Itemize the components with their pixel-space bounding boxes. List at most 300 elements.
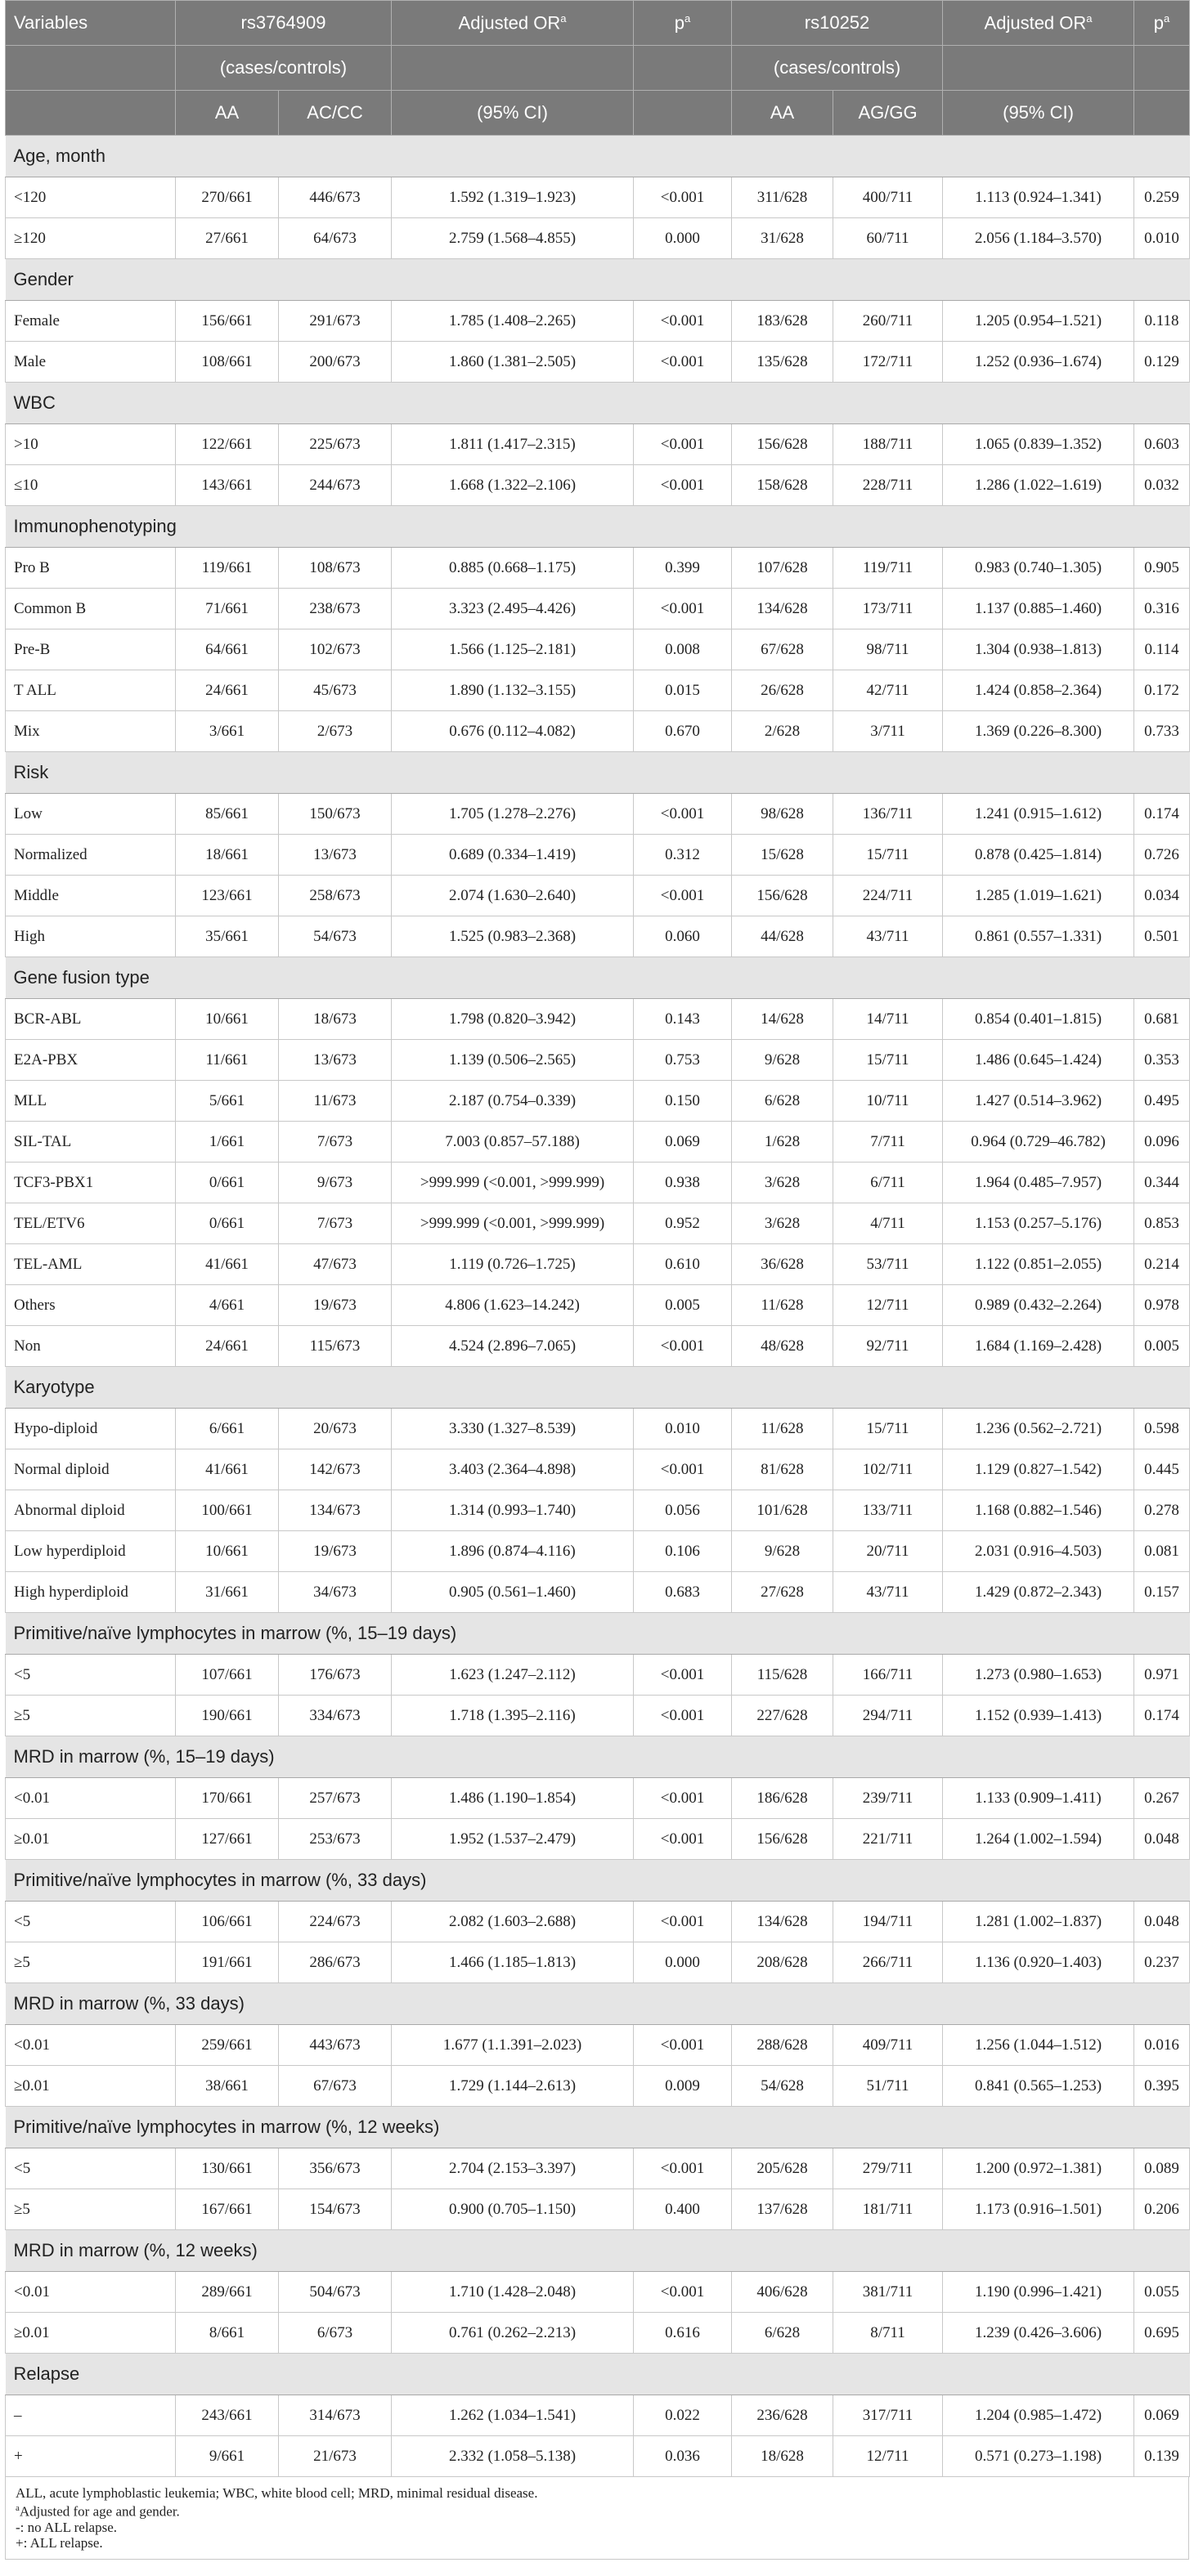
snp1-or-cell: 3.323 (2.495–4.426) (392, 589, 634, 629)
table-row (6, 1081, 1190, 1122)
variable-cell: >10 (6, 424, 176, 465)
section-row (6, 1613, 1190, 1655)
snp2-aa-cell: 98/628 (732, 794, 833, 835)
header-genotype-aa-1: AA (176, 91, 279, 136)
snp1-p-cell: <0.001 (634, 301, 732, 342)
snp2-p-cell: 0.978 (1134, 1285, 1190, 1326)
snp2-p-cell: 0.089 (1134, 2148, 1190, 2189)
footnote-adjusted: $^a$Adjusted for age and gender. (16, 2503, 180, 2520)
snp2-aa-cell: 101/628 (732, 1490, 833, 1531)
snp2-aggg-cell: 136/711 (833, 794, 943, 835)
snp2-p-cell: 0.214 (1134, 1244, 1190, 1285)
snp1-p-cell: 0.952 (634, 1203, 732, 1244)
snp2-or-cell: 0.571 (0.273–1.198) (943, 2436, 1134, 2477)
table-row (6, 629, 1190, 670)
snp1-or-cell: 1.486 (1.190–1.854) (392, 1778, 634, 1819)
snp2-or-cell: 1.486 (0.645–1.424) (943, 1040, 1134, 1081)
snp1-p-cell: <0.001 (634, 1819, 732, 1860)
snp1-p-cell: 0.616 (634, 2313, 732, 2354)
snp2-p-cell: 0.278 (1134, 1490, 1190, 1531)
table-footnotes (5, 2477, 1189, 2560)
table-row (6, 2148, 1190, 2189)
section-row (6, 383, 1190, 424)
snp1-accc-cell: 18/673 (279, 999, 392, 1040)
snp1-aa-cell: 4/661 (176, 1285, 279, 1326)
snp2-aa-cell: 81/628 (732, 1449, 833, 1490)
snp1-p-cell: 0.399 (634, 548, 732, 589)
snp1-or-cell: 2.074 (1.630–2.640) (392, 876, 634, 916)
snp1-or-cell: 0.689 (0.334–1.419) (392, 835, 634, 876)
variable-cell: Abnormal diploid (6, 1490, 176, 1531)
variable-cell: <0.01 (6, 2272, 176, 2313)
snp2-aggg-cell: 400/711 (833, 177, 943, 218)
header-variables: Variables (6, 1, 176, 46)
snp2-or-cell: 1.168 (0.882–1.546) (943, 1490, 1134, 1531)
snp2-aggg-cell: 14/711 (833, 999, 943, 1040)
header-or1: Adjusted $OR^a$ (392, 1, 634, 46)
snp1-or-cell: 1.592 (1.319–1.923) (392, 177, 634, 218)
snp1-or-cell: 1.566 (1.125–2.181) (392, 629, 634, 670)
snp2-aggg-cell: 119/711 (833, 548, 943, 589)
variable-cell: Normalized (6, 835, 176, 876)
header-p1: $p^a$ (634, 1, 732, 46)
snp2-aa-cell: 44/628 (732, 916, 833, 957)
variable-cell: ≥5 (6, 2189, 176, 2230)
snp1-or-cell: >999.999 (<0.001, >999.999) (392, 1163, 634, 1203)
snp1-p-cell: 0.022 (634, 2395, 732, 2436)
snp1-p-cell: 0.683 (634, 1572, 732, 1613)
snp1-aa-cell: 35/661 (176, 916, 279, 957)
snp2-p-cell: 0.048 (1134, 1819, 1190, 1860)
snp1-aa-cell: 243/661 (176, 2395, 279, 2436)
snp1-aa-cell: 270/661 (176, 177, 279, 218)
snp2-p-cell: 0.237 (1134, 1942, 1190, 1983)
snp1-p-cell: 0.009 (634, 2066, 732, 2107)
snp2-p-cell: 0.726 (1134, 835, 1190, 876)
variable-cell: Low (6, 794, 176, 835)
snp2-aa-cell: 134/628 (732, 1902, 833, 1942)
snp2-p-cell: 0.853 (1134, 1203, 1190, 1244)
snp1-or-cell: 0.761 (0.262–2.213) (392, 2313, 634, 2354)
snp2-p-cell: 0.118 (1134, 301, 1190, 342)
snp2-or-cell: 1.136 (0.920–1.403) (943, 1942, 1134, 1983)
section-title: Gender (6, 259, 1190, 301)
section-row (6, 2107, 1190, 2148)
snp2-aggg-cell: 228/711 (833, 465, 943, 506)
snp1-aa-cell: 0/661 (176, 1203, 279, 1244)
table-row (6, 1490, 1190, 1531)
snp1-aa-cell: 143/661 (176, 465, 279, 506)
snp1-p-cell: 0.400 (634, 2189, 732, 2230)
snp2-aggg-cell: 173/711 (833, 589, 943, 629)
snp2-aggg-cell: 15/711 (833, 1040, 943, 1081)
snp1-or-cell: 7.003 (0.857–57.188) (392, 1122, 634, 1163)
variable-cell: <5 (6, 2148, 176, 2189)
snp2-or-cell: 1.285 (1.019–1.621) (943, 876, 1134, 916)
section-row (6, 2230, 1190, 2272)
snp2-or-cell: 1.429 (0.872–2.343) (943, 1572, 1134, 1613)
variable-cell: TEL-AML (6, 1244, 176, 1285)
table-header (6, 1, 1190, 136)
header-genotype-accc: AC/CC (279, 91, 392, 136)
snp2-aa-cell: 107/628 (732, 548, 833, 589)
snp1-or-cell: 4.524 (2.896–7.065) (392, 1326, 634, 1367)
snp2-aa-cell: 288/628 (732, 2025, 833, 2066)
section-title: Age, month (6, 136, 1190, 177)
snp1-or-cell: 0.676 (0.112–4.082) (392, 711, 634, 752)
variable-cell: ≥5 (6, 1696, 176, 1736)
snp1-accc-cell: 286/673 (279, 1942, 392, 1983)
snp2-or-cell: 1.369 (0.226–8.300) (943, 711, 1134, 752)
snp2-aa-cell: 135/628 (732, 342, 833, 383)
snp1-aa-cell: 31/661 (176, 1572, 279, 1613)
variable-cell: ≥120 (6, 218, 176, 259)
snp2-aa-cell: 236/628 (732, 2395, 833, 2436)
table-row (6, 2436, 1190, 2477)
snp1-or-cell: 2.187 (0.754–0.339) (392, 1081, 634, 1122)
snp1-aa-cell: 127/661 (176, 1819, 279, 1860)
variable-cell: Low hyperdiploid (6, 1531, 176, 1572)
snp2-aggg-cell: 8/711 (833, 2313, 943, 2354)
results-table-container (5, 0, 1189, 2560)
snp2-aggg-cell: 181/711 (833, 2189, 943, 2230)
header-blank (6, 46, 176, 91)
snp2-p-cell: 0.010 (1134, 218, 1190, 259)
snp2-aa-cell: 36/628 (732, 1244, 833, 1285)
snp1-p-cell: 0.938 (634, 1163, 732, 1203)
table-row (6, 1203, 1190, 1244)
table-row (6, 999, 1190, 1040)
snp1-accc-cell: 446/673 (279, 177, 392, 218)
snp2-aggg-cell: 194/711 (833, 1902, 943, 1942)
snp1-accc-cell: 67/673 (279, 2066, 392, 2107)
snp2-p-cell: 0.081 (1134, 1531, 1190, 1572)
snp1-aa-cell: 9/661 (176, 2436, 279, 2477)
snp2-aggg-cell: 60/711 (833, 218, 943, 259)
snp1-or-cell: 2.082 (1.603–2.688) (392, 1902, 634, 1942)
snp2-p-cell: 0.501 (1134, 916, 1190, 957)
snp1-aa-cell: 119/661 (176, 548, 279, 589)
snp2-aa-cell: 11/628 (732, 1285, 833, 1326)
snp1-p-cell: <0.001 (634, 424, 732, 465)
snp2-aggg-cell: 43/711 (833, 916, 943, 957)
table-row (6, 2395, 1190, 2436)
snp2-aggg-cell: 3/711 (833, 711, 943, 752)
snp2-aggg-cell: 4/711 (833, 1203, 943, 1244)
variable-cell: High hyperdiploid (6, 1572, 176, 1613)
snp1-or-cell: 1.668 (1.322–2.106) (392, 465, 634, 506)
footnote-no-relapse: -: no ALL relapse. (16, 2519, 117, 2535)
header-snp1-sub: (cases/controls) (176, 46, 392, 91)
snp1-accc-cell: 238/673 (279, 589, 392, 629)
snp1-or-cell: 0.885 (0.668–1.175) (392, 548, 634, 589)
header-snp2-sub: (cases/controls) (732, 46, 943, 91)
snp1-p-cell: <0.001 (634, 876, 732, 916)
snp2-aggg-cell: 266/711 (833, 1942, 943, 1983)
snp1-or-cell: 1.705 (1.278–2.276) (392, 794, 634, 835)
snp2-p-cell: 0.157 (1134, 1572, 1190, 1613)
table-body (6, 136, 1190, 2477)
snp2-aa-cell: 183/628 (732, 301, 833, 342)
variable-cell: Normal diploid (6, 1449, 176, 1490)
snp1-or-cell: 1.119 (0.726–1.725) (392, 1244, 634, 1285)
snp1-accc-cell: 13/673 (279, 835, 392, 876)
snp2-aggg-cell: 42/711 (833, 670, 943, 711)
snp1-p-cell: <0.001 (634, 177, 732, 218)
snp1-or-cell: 1.139 (0.506–2.565) (392, 1040, 634, 1081)
snp2-or-cell: 0.841 (0.565–1.253) (943, 2066, 1134, 2107)
section-title: Immunophenotyping (6, 506, 1190, 548)
snp2-aggg-cell: 409/711 (833, 2025, 943, 2066)
snp1-p-cell: <0.001 (634, 2148, 732, 2189)
snp2-p-cell: 0.114 (1134, 629, 1190, 670)
snp1-accc-cell: 19/673 (279, 1531, 392, 1572)
snp1-p-cell: 0.670 (634, 711, 732, 752)
snp2-aa-cell: 406/628 (732, 2272, 833, 2313)
snp1-accc-cell: 34/673 (279, 1572, 392, 1613)
snp2-p-cell: 0.598 (1134, 1409, 1190, 1449)
snp2-p-cell: 0.905 (1134, 548, 1190, 589)
snp2-or-cell: 1.264 (1.002–1.594) (943, 1819, 1134, 1860)
snp1-aa-cell: 41/661 (176, 1244, 279, 1285)
header-blank (943, 46, 1134, 91)
header-ci-1: (95% CI) (392, 91, 634, 136)
snp2-aa-cell: 48/628 (732, 1326, 833, 1367)
snp2-aggg-cell: 239/711 (833, 1778, 943, 1819)
snp1-accc-cell: 21/673 (279, 2436, 392, 2477)
snp2-p-cell: 0.048 (1134, 1902, 1190, 1942)
snp2-or-cell: 1.137 (0.885–1.460) (943, 589, 1134, 629)
section-title: Gene fusion type (6, 957, 1190, 999)
table-row (6, 876, 1190, 916)
snp1-aa-cell: 24/661 (176, 1326, 279, 1367)
section-title: Karyotype (6, 1367, 1190, 1409)
snp1-or-cell: 2.759 (1.568–4.855) (392, 218, 634, 259)
snp1-or-cell: 1.466 (1.185–1.813) (392, 1942, 634, 1983)
snp2-aggg-cell: 317/711 (833, 2395, 943, 2436)
snp2-aa-cell: 3/628 (732, 1203, 833, 1244)
table-row (6, 1902, 1190, 1942)
snp1-aa-cell: 1/661 (176, 1122, 279, 1163)
table-row (6, 1285, 1190, 1326)
snp1-accc-cell: 225/673 (279, 424, 392, 465)
section-row (6, 259, 1190, 301)
snp2-p-cell: 0.206 (1134, 2189, 1190, 2230)
snp2-aa-cell: 2/628 (732, 711, 833, 752)
variable-cell: BCR-ABL (6, 999, 176, 1040)
snp2-p-cell: 0.971 (1134, 1655, 1190, 1696)
snp2-or-cell: 0.854 (0.401–1.815) (943, 999, 1134, 1040)
snp2-or-cell: 1.256 (1.044–1.512) (943, 2025, 1134, 2066)
snp1-accc-cell: 334/673 (279, 1696, 392, 1736)
snp2-aggg-cell: 7/711 (833, 1122, 943, 1163)
snp2-aggg-cell: 133/711 (833, 1490, 943, 1531)
snp2-aggg-cell: 53/711 (833, 1244, 943, 1285)
snp2-aa-cell: 9/628 (732, 1531, 833, 1572)
header-genotype-aggg: AG/GG (833, 91, 943, 136)
snp2-or-cell: 0.989 (0.432–2.264) (943, 1285, 1134, 1326)
snp1-accc-cell: 200/673 (279, 342, 392, 383)
section-title: WBC (6, 383, 1190, 424)
snp1-p-cell: <0.001 (634, 589, 732, 629)
snp2-aa-cell: 6/628 (732, 2313, 833, 2354)
snp1-aa-cell: 18/661 (176, 835, 279, 876)
snp2-p-cell: 0.096 (1134, 1122, 1190, 1163)
snp2-aa-cell: 54/628 (732, 2066, 833, 2107)
snp2-or-cell: 1.252 (0.936–1.674) (943, 342, 1134, 383)
snp1-or-cell: 3.330 (1.327–8.539) (392, 1409, 634, 1449)
variable-cell: TEL/ETV6 (6, 1203, 176, 1244)
snp2-or-cell: 0.964 (0.729–46.782) (943, 1122, 1134, 1163)
variable-cell: Mix (6, 711, 176, 752)
snp1-aa-cell: 0/661 (176, 1163, 279, 1203)
snp1-aa-cell: 8/661 (176, 2313, 279, 2354)
snp1-or-cell: 1.811 (1.417–2.315) (392, 424, 634, 465)
header-blank (392, 46, 634, 91)
snp1-accc-cell: 6/673 (279, 2313, 392, 2354)
snp2-p-cell: 0.032 (1134, 465, 1190, 506)
variable-cell: T ALL (6, 670, 176, 711)
variable-cell: ≤10 (6, 465, 176, 506)
snp1-accc-cell: 356/673 (279, 2148, 392, 2189)
variable-cell: <0.01 (6, 1778, 176, 1819)
snp1-or-cell: 0.905 (0.561–1.460) (392, 1572, 634, 1613)
snp2-p-cell: 0.733 (1134, 711, 1190, 752)
section-title: MRD in marrow (%, 33 days) (6, 1983, 1190, 2025)
table-row (6, 2066, 1190, 2107)
snp1-aa-cell: 167/661 (176, 2189, 279, 2230)
snp1-aa-cell: 170/661 (176, 1778, 279, 1819)
snp2-or-cell: 1.281 (1.002–1.837) (943, 1902, 1134, 1942)
header-or2: Adjusted $OR^a$ (943, 1, 1134, 46)
snp2-aa-cell: 115/628 (732, 1655, 833, 1696)
table-row (6, 1163, 1190, 1203)
variable-cell: ≥0.01 (6, 1819, 176, 1860)
snp1-p-cell: 0.015 (634, 670, 732, 711)
snp2-p-cell: 0.139 (1134, 2436, 1190, 2477)
snp2-aggg-cell: 92/711 (833, 1326, 943, 1367)
table-row (6, 916, 1190, 957)
snp1-or-cell: >999.999 (<0.001, >999.999) (392, 1203, 634, 1244)
snp2-p-cell: 0.174 (1134, 794, 1190, 835)
snp1-p-cell: 0.753 (634, 1040, 732, 1081)
snp1-accc-cell: 9/673 (279, 1163, 392, 1203)
variable-cell: <5 (6, 1902, 176, 1942)
variable-cell: Pro B (6, 548, 176, 589)
snp1-accc-cell: 115/673 (279, 1326, 392, 1367)
snp1-aa-cell: 11/661 (176, 1040, 279, 1081)
variable-cell: E2A-PBX (6, 1040, 176, 1081)
snp2-or-cell: 1.273 (0.980–1.653) (943, 1655, 1134, 1696)
header-blank (634, 91, 732, 136)
variable-cell: – (6, 2395, 176, 2436)
snp2-or-cell: 1.200 (0.972–1.381) (943, 2148, 1134, 2189)
snp1-accc-cell: 224/673 (279, 1902, 392, 1942)
snp2-aggg-cell: 43/711 (833, 1572, 943, 1613)
variable-cell: Others (6, 1285, 176, 1326)
footnote-relapse: +: ALL relapse. (16, 2534, 103, 2551)
snp1-p-cell: 0.106 (634, 1531, 732, 1572)
section-row (6, 2354, 1190, 2395)
table-row (6, 2272, 1190, 2313)
snp1-p-cell: 0.010 (634, 1409, 732, 1449)
variable-cell: ≥0.01 (6, 2313, 176, 2354)
snp1-accc-cell: 7/673 (279, 1122, 392, 1163)
snp2-aggg-cell: 12/711 (833, 1285, 943, 1326)
snp1-or-cell: 3.403 (2.364–4.898) (392, 1449, 634, 1490)
snp2-p-cell: 0.016 (1134, 2025, 1190, 2066)
snp2-p-cell: 0.055 (1134, 2272, 1190, 2313)
snp2-aa-cell: 11/628 (732, 1409, 833, 1449)
variable-cell: MLL (6, 1081, 176, 1122)
table-row (6, 589, 1190, 629)
table-row (6, 548, 1190, 589)
snp2-or-cell: 1.133 (0.909–1.411) (943, 1778, 1134, 1819)
table-row (6, 177, 1190, 218)
variable-cell: Hypo-diploid (6, 1409, 176, 1449)
snp1-aa-cell: 122/661 (176, 424, 279, 465)
snp2-aa-cell: 9/628 (732, 1040, 833, 1081)
snp1-aa-cell: 10/661 (176, 999, 279, 1040)
snp2-aa-cell: 134/628 (732, 589, 833, 629)
variable-cell: Common B (6, 589, 176, 629)
snp1-or-cell: 1.314 (0.993–1.740) (392, 1490, 634, 1531)
snp1-or-cell: 1.262 (1.034–1.541) (392, 2395, 634, 2436)
snp1-accc-cell: 154/673 (279, 2189, 392, 2230)
snp1-p-cell: <0.001 (634, 794, 732, 835)
variable-cell: ≥5 (6, 1942, 176, 1983)
snp1-aa-cell: 108/661 (176, 342, 279, 383)
snp1-accc-cell: 443/673 (279, 2025, 392, 2066)
snp2-aa-cell: 15/628 (732, 835, 833, 876)
header-ci-2: (95% CI) (943, 91, 1134, 136)
snp1-or-cell: 4.806 (1.623–14.242) (392, 1285, 634, 1326)
snp2-or-cell: 1.190 (0.996–1.421) (943, 2272, 1134, 2313)
snp1-p-cell: 0.056 (634, 1490, 732, 1531)
snp2-or-cell: 1.065 (0.839–1.352) (943, 424, 1134, 465)
snp2-p-cell: 0.267 (1134, 1778, 1190, 1819)
snp1-or-cell: 1.710 (1.428–2.048) (392, 2272, 634, 2313)
snp1-p-cell: 0.000 (634, 218, 732, 259)
snp2-p-cell: 0.069 (1134, 2395, 1190, 2436)
snp2-aggg-cell: 172/711 (833, 342, 943, 383)
snp2-aggg-cell: 98/711 (833, 629, 943, 670)
snp1-p-cell: <0.001 (634, 1449, 732, 1490)
snp1-aa-cell: 190/661 (176, 1696, 279, 1736)
snp1-accc-cell: 13/673 (279, 1040, 392, 1081)
snp1-or-cell: 1.896 (0.874–4.116) (392, 1531, 634, 1572)
snp1-aa-cell: 5/661 (176, 1081, 279, 1122)
snp2-p-cell: 0.129 (1134, 342, 1190, 383)
snp1-aa-cell: 27/661 (176, 218, 279, 259)
snp1-aa-cell: 259/661 (176, 2025, 279, 2066)
snp1-aa-cell: 106/661 (176, 1902, 279, 1942)
snp1-aa-cell: 41/661 (176, 1449, 279, 1490)
section-title: Primitive/naïve lymphocytes in marrow (%, 33 days) (6, 1860, 1190, 1902)
snp2-aa-cell: 26/628 (732, 670, 833, 711)
snp2-or-cell: 0.983 (0.740–1.305) (943, 548, 1134, 589)
table-row (6, 2313, 1190, 2354)
table-row (6, 711, 1190, 752)
snp2-aa-cell: 18/628 (732, 2436, 833, 2477)
table-row (6, 1572, 1190, 1613)
snp1-accc-cell: 504/673 (279, 2272, 392, 2313)
section-row (6, 506, 1190, 548)
section-title: Primitive/naïve lymphocytes in marrow (%, 15–19 days) (6, 1613, 1190, 1655)
header-blank (634, 46, 732, 91)
variable-cell: + (6, 2436, 176, 2477)
section-row (6, 1983, 1190, 2025)
